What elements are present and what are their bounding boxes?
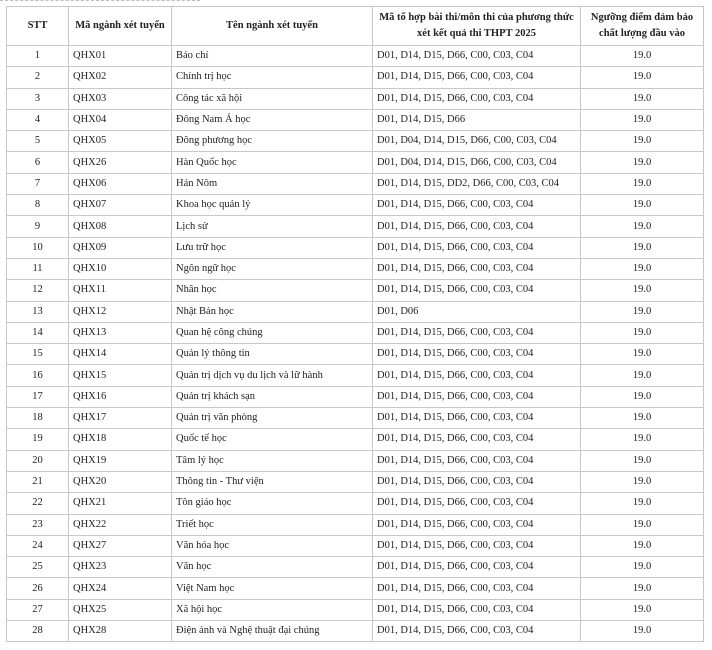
- row-major-name-cell: Quản lý thông tin: [172, 344, 373, 365]
- table-row: [7, 173, 704, 194]
- row-stt-cell: 15: [7, 344, 69, 365]
- top-divider: [0, 0, 200, 2]
- row-subject-combination-cell: D01, D14, D15, DD2, D66, C00, C03, C04: [373, 173, 581, 194]
- row-minimum-score-cell: 19.0: [581, 557, 704, 578]
- row-minimum-score-cell: 19.0: [581, 386, 704, 407]
- row-stt-cell: 3: [7, 88, 69, 109]
- header-row: [7, 7, 704, 46]
- row-stt-cell: 24: [7, 535, 69, 556]
- row-minimum-score-cell: 19.0: [581, 88, 704, 109]
- row-subject-combination-cell: D01, D04, D14, D15, D66, C00, C03, C04: [373, 131, 581, 152]
- row-major-code-cell: QHX13: [69, 322, 172, 343]
- row-subject-combination-cell: D01, D14, D15, D66, C00, C03, C04: [373, 471, 581, 492]
- row-major-code-cell: QHX07: [69, 195, 172, 216]
- row-stt-cell: 10: [7, 237, 69, 258]
- row-major-code-cell: QHX18: [69, 429, 172, 450]
- row-major-name-cell: Ngôn ngữ học: [172, 258, 373, 279]
- row-stt-cell: 27: [7, 599, 69, 620]
- table-row: [7, 450, 704, 471]
- row-major-name-cell: Báo chí: [172, 46, 373, 67]
- row-minimum-score-cell: 19.0: [581, 493, 704, 514]
- table-row: [7, 471, 704, 492]
- row-major-code-cell: QHX11: [69, 280, 172, 301]
- row-subject-combination-cell: D01, D14, D15, D66, C00, C03, C04: [373, 535, 581, 556]
- header-major-name: Tên ngành xét tuyển: [172, 7, 373, 46]
- table-row: [7, 535, 704, 556]
- row-major-name-cell: Việt Nam học: [172, 578, 373, 599]
- row-major-name-cell: Thông tin - Thư viện: [172, 471, 373, 492]
- row-stt-cell: 14: [7, 322, 69, 343]
- row-major-name-cell: Đông phương học: [172, 131, 373, 152]
- row-major-name-cell: Văn hóa học: [172, 535, 373, 556]
- row-minimum-score-cell: 19.0: [581, 599, 704, 620]
- row-major-code-cell: QHX23: [69, 557, 172, 578]
- row-major-name-cell: Chính trị học: [172, 67, 373, 88]
- table-row: [7, 152, 704, 173]
- table-row: [7, 67, 704, 88]
- row-major-name-cell: Công tác xã hội: [172, 88, 373, 109]
- row-stt-cell: 12: [7, 280, 69, 301]
- row-subject-combination-cell: D01, D14, D15, D66, C00, C03, C04: [373, 322, 581, 343]
- row-minimum-score-cell: 19.0: [581, 173, 704, 194]
- table-row: [7, 493, 704, 514]
- row-subject-combination-cell: D01, D14, D15, D66, C00, C03, C04: [373, 46, 581, 67]
- row-stt-cell: 21: [7, 471, 69, 492]
- row-major-code-cell: QHX22: [69, 514, 172, 535]
- row-stt-cell: 28: [7, 621, 69, 642]
- header-stt: STT: [7, 7, 69, 46]
- row-minimum-score-cell: 19.0: [581, 280, 704, 301]
- table-row: [7, 237, 704, 258]
- row-major-code-cell: QHX01: [69, 46, 172, 67]
- row-major-name-cell: Khoa học quản lý: [172, 195, 373, 216]
- table-row: [7, 429, 704, 450]
- header-minimum-score: Ngưỡng điểm đảm bảo chất lượng đầu vào: [581, 7, 704, 46]
- table-row: [7, 322, 704, 343]
- row-major-name-cell: Đông Nam Á học: [172, 109, 373, 130]
- row-minimum-score-cell: 19.0: [581, 46, 704, 67]
- row-major-code-cell: QHX27: [69, 535, 172, 556]
- row-major-code-cell: QHX25: [69, 599, 172, 620]
- row-major-code-cell: QHX28: [69, 621, 172, 642]
- table-row: [7, 365, 704, 386]
- row-subject-combination-cell: D01, D14, D15, D66, C00, C03, C04: [373, 514, 581, 535]
- row-major-name-cell: Quản trị dịch vụ du lịch và lữ hành: [172, 365, 373, 386]
- row-stt-cell: 25: [7, 557, 69, 578]
- row-subject-combination-cell: D01, D14, D15, D66, C00, C03, C04: [373, 621, 581, 642]
- row-major-code-cell: QHX06: [69, 173, 172, 194]
- row-minimum-score-cell: 19.0: [581, 450, 704, 471]
- row-minimum-score-cell: 19.0: [581, 195, 704, 216]
- row-stt-cell: 23: [7, 514, 69, 535]
- row-major-code-cell: QHX09: [69, 237, 172, 258]
- row-subject-combination-cell: D01, D14, D15, D66, C00, C03, C04: [373, 365, 581, 386]
- row-stt-cell: 1: [7, 46, 69, 67]
- table-body: [7, 46, 704, 642]
- row-stt-cell: 9: [7, 216, 69, 237]
- table-row: [7, 195, 704, 216]
- row-subject-combination-cell: D01, D14, D15, D66, C00, C03, C04: [373, 408, 581, 429]
- row-major-code-cell: QHX10: [69, 258, 172, 279]
- row-major-code-cell: QHX15: [69, 365, 172, 386]
- row-major-code-cell: QHX12: [69, 301, 172, 322]
- row-minimum-score-cell: 19.0: [581, 578, 704, 599]
- row-minimum-score-cell: 19.0: [581, 471, 704, 492]
- row-stt-cell: 6: [7, 152, 69, 173]
- row-major-code-cell: QHX05: [69, 131, 172, 152]
- row-major-name-cell: Tâm lý học: [172, 450, 373, 471]
- row-subject-combination-cell: D01, D14, D15, D66, C00, C03, C04: [373, 557, 581, 578]
- row-major-code-cell: QHX19: [69, 450, 172, 471]
- row-subject-combination-cell: D01, D14, D15, D66: [373, 109, 581, 130]
- row-major-name-cell: Tôn giáo học: [172, 493, 373, 514]
- header-subject-combination: Mã tổ hợp bài thi/môn thi của phương thức xét kết quả thi THPT 2025: [373, 7, 581, 46]
- row-minimum-score-cell: 19.0: [581, 131, 704, 152]
- table-row: [7, 386, 704, 407]
- table-row: [7, 621, 704, 642]
- row-stt-cell: 8: [7, 195, 69, 216]
- row-major-name-cell: Nhật Bản học: [172, 301, 373, 322]
- row-major-code-cell: QHX20: [69, 471, 172, 492]
- row-subject-combination-cell: D01, D14, D15, D66, C00, C03, C04: [373, 429, 581, 450]
- row-minimum-score-cell: 19.0: [581, 344, 704, 365]
- row-stt-cell: 5: [7, 131, 69, 152]
- row-subject-combination-cell: D01, D14, D15, D66, C00, C03, C04: [373, 599, 581, 620]
- row-minimum-score-cell: 19.0: [581, 621, 704, 642]
- row-major-code-cell: QHX02: [69, 67, 172, 88]
- row-major-name-cell: Xã hội học: [172, 599, 373, 620]
- row-major-code-cell: QHX14: [69, 344, 172, 365]
- row-stt-cell: 20: [7, 450, 69, 471]
- row-subject-combination-cell: D01, D14, D15, D66, C00, C03, C04: [373, 67, 581, 88]
- row-major-code-cell: QHX21: [69, 493, 172, 514]
- row-major-name-cell: Hán Nôm: [172, 173, 373, 194]
- row-major-name-cell: Nhân học: [172, 280, 373, 301]
- row-subject-combination-cell: D01, D14, D15, D66, C00, C03, C04: [373, 493, 581, 514]
- row-stt-cell: 7: [7, 173, 69, 194]
- table-row: [7, 280, 704, 301]
- row-stt-cell: 22: [7, 493, 69, 514]
- row-stt-cell: 18: [7, 408, 69, 429]
- row-major-code-cell: QHX04: [69, 109, 172, 130]
- row-minimum-score-cell: 19.0: [581, 109, 704, 130]
- table-row: [7, 131, 704, 152]
- row-subject-combination-cell: D01, D14, D15, D66, C00, C03, C04: [373, 386, 581, 407]
- row-minimum-score-cell: 19.0: [581, 429, 704, 450]
- table-row: [7, 301, 704, 322]
- row-minimum-score-cell: 19.0: [581, 535, 704, 556]
- row-subject-combination-cell: D01, D14, D15, D66, C00, C03, C04: [373, 258, 581, 279]
- row-stt-cell: 16: [7, 365, 69, 386]
- row-minimum-score-cell: 19.0: [581, 258, 704, 279]
- table-row: [7, 88, 704, 109]
- row-subject-combination-cell: D01, D14, D15, D66, C00, C03, C04: [373, 344, 581, 365]
- row-minimum-score-cell: 19.0: [581, 301, 704, 322]
- row-major-name-cell: Quản trị khách sạn: [172, 386, 373, 407]
- table-row: [7, 514, 704, 535]
- row-stt-cell: 17: [7, 386, 69, 407]
- row-subject-combination-cell: D01, D04, D14, D15, D66, C00, C03, C04: [373, 152, 581, 173]
- row-subject-combination-cell: D01, D06: [373, 301, 581, 322]
- row-minimum-score-cell: 19.0: [581, 237, 704, 258]
- row-minimum-score-cell: 19.0: [581, 152, 704, 173]
- row-major-name-cell: Điện ảnh và Nghệ thuật đại chúng: [172, 621, 373, 642]
- table-row: [7, 557, 704, 578]
- row-subject-combination-cell: D01, D14, D15, D66, C00, C03, C04: [373, 195, 581, 216]
- row-minimum-score-cell: 19.0: [581, 67, 704, 88]
- row-subject-combination-cell: D01, D14, D15, D66, C00, C03, C04: [373, 88, 581, 109]
- table-header: [7, 7, 704, 46]
- row-stt-cell: 13: [7, 301, 69, 322]
- table-row: [7, 578, 704, 599]
- row-stt-cell: 2: [7, 67, 69, 88]
- row-minimum-score-cell: 19.0: [581, 322, 704, 343]
- row-major-code-cell: QHX08: [69, 216, 172, 237]
- header-major-code: Mã ngành xét tuyển: [69, 7, 172, 46]
- row-stt-cell: 19: [7, 429, 69, 450]
- table-row: [7, 216, 704, 237]
- row-minimum-score-cell: 19.0: [581, 216, 704, 237]
- row-major-name-cell: Quan hệ công chúng: [172, 322, 373, 343]
- row-stt-cell: 26: [7, 578, 69, 599]
- row-stt-cell: 4: [7, 109, 69, 130]
- row-subject-combination-cell: D01, D14, D15, D66, C00, C03, C04: [373, 450, 581, 471]
- row-major-code-cell: QHX24: [69, 578, 172, 599]
- row-major-code-cell: QHX26: [69, 152, 172, 173]
- table-row: [7, 46, 704, 67]
- row-minimum-score-cell: 19.0: [581, 408, 704, 429]
- row-major-name-cell: Văn học: [172, 557, 373, 578]
- table-row: [7, 109, 704, 130]
- row-major-name-cell: Triết học: [172, 514, 373, 535]
- admission-table: [6, 6, 704, 642]
- row-major-code-cell: QHX16: [69, 386, 172, 407]
- row-major-name-cell: Hàn Quốc học: [172, 152, 373, 173]
- row-minimum-score-cell: 19.0: [581, 365, 704, 386]
- row-stt-cell: 11: [7, 258, 69, 279]
- row-major-code-cell: QHX03: [69, 88, 172, 109]
- row-subject-combination-cell: D01, D14, D15, D66, C00, C03, C04: [373, 578, 581, 599]
- row-major-code-cell: QHX17: [69, 408, 172, 429]
- table-row: [7, 408, 704, 429]
- row-major-name-cell: Lịch sử: [172, 216, 373, 237]
- row-major-name-cell: Lưu trữ học: [172, 237, 373, 258]
- row-major-name-cell: Quốc tế học: [172, 429, 373, 450]
- row-minimum-score-cell: 19.0: [581, 514, 704, 535]
- row-subject-combination-cell: D01, D14, D15, D66, C00, C03, C04: [373, 237, 581, 258]
- row-subject-combination-cell: D01, D14, D15, D66, C00, C03, C04: [373, 280, 581, 301]
- row-major-name-cell: Quản trị văn phòng: [172, 408, 373, 429]
- table-row: [7, 344, 704, 365]
- table-row: [7, 599, 704, 620]
- row-subject-combination-cell: D01, D14, D15, D66, C00, C03, C04: [373, 216, 581, 237]
- table-row: [7, 258, 704, 279]
